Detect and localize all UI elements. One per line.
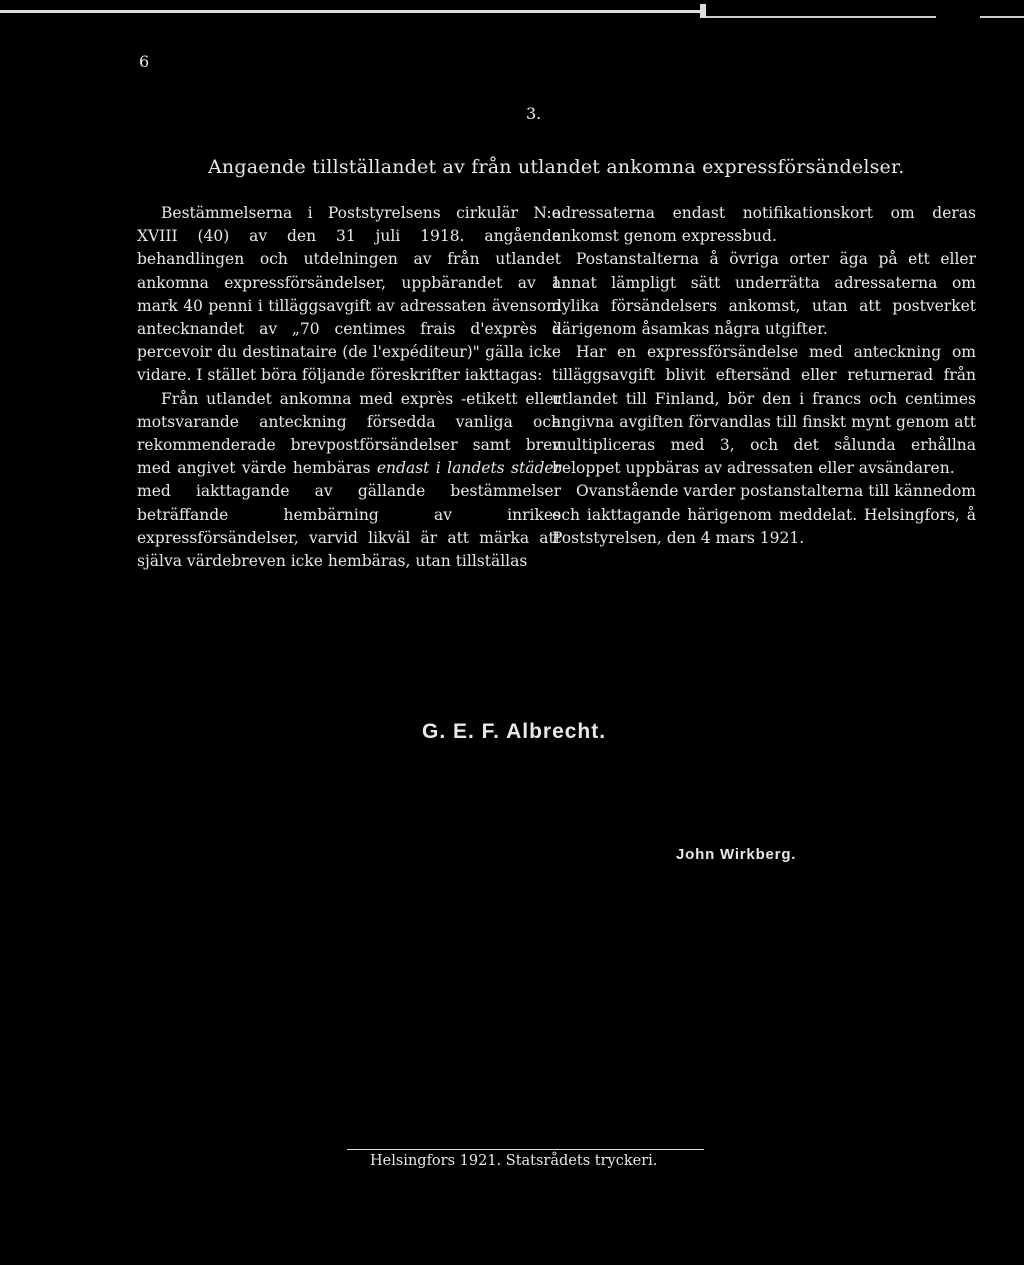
section-number: 3. — [526, 104, 542, 123]
printer-imprint: Helsingfors 1921. Statsrådets tryckeri. — [370, 1153, 658, 1169]
emphasis-text: endast i landets städer — [376, 459, 561, 478]
paragraph-closing: Ovanstående varder postanstalterna till kännedom och iakttagande härigenom meddelat. Helsingfors, å Poststyrelsen, den 4 mars 1921. — [552, 482, 976, 547]
scan-edge-rule — [0, 4, 1024, 18]
right-column — [552, 202, 976, 550]
paragraph-regulations: Bestämmelserna i Poststyrelsens cirkulär N:o XVIII (40) av den 31 juli 1918. angående behandlingen och utdelningen av från utlandet ankomna expressförsändelser, uppbärandet av 1 mark 40 penni i tilläggsavgift av adressaten ävensom antecknandet av „70 centimes frais d'exprès à percevoir du destinataire (de l'expéditeur)" gälla icke vidare. I stället böra följande föreskrifter iakttagas: — [137, 204, 561, 385]
page-number: 6 — [139, 52, 150, 71]
signature-secondary: John Wirkberg. — [676, 846, 797, 863]
paragraph-post-offices: Postanstalterna å övriga orter äga på ett eller annat lämpligt sätt underrätta adressaterna om dylika försändelsers ankomst, utan att postverket därigenom åsamkas några utgifter. — [552, 250, 976, 339]
paragraph-foreign-express — [137, 388, 561, 574]
signature-primary: G. E. F. Albrecht. — [422, 720, 607, 743]
footer-divider — [347, 1149, 704, 1150]
document-title: Angaende tillställandet av från utlandet ankomna expressförsändelser. — [208, 156, 905, 178]
left-column — [137, 202, 561, 573]
paragraph-text: med iakttagande av gällande bestämmelser beträffande hembärning av inrikes expressförsändelser, varvid likväl är att märka att själva värdebreven icke hembäras, utan tillställas — [137, 482, 561, 571]
paragraph-continuation: adressaterna endast notifikationskort om deras ankomst genom expressbud. — [552, 204, 976, 246]
paragraph-text: Från utlandet ankomna med exprès -etikett eller motsvarande anteckning försedda vanliga och rekommenderade brevpostförsändelser samt brev med angivet värde hembäras — [137, 389, 561, 478]
paragraph-forwarded: Har en expressförsändelse med anteckning om tilläggsavgift blivit eftersänd eller returnerad från utlandet till Finland, bör den i francs och centimes angivna avgiften förvandlas till finskt mynt genom att multipliceras med 3, och det sålunda erhållna beloppet uppbäras av adressaten eller avsändaren. — [552, 343, 976, 478]
